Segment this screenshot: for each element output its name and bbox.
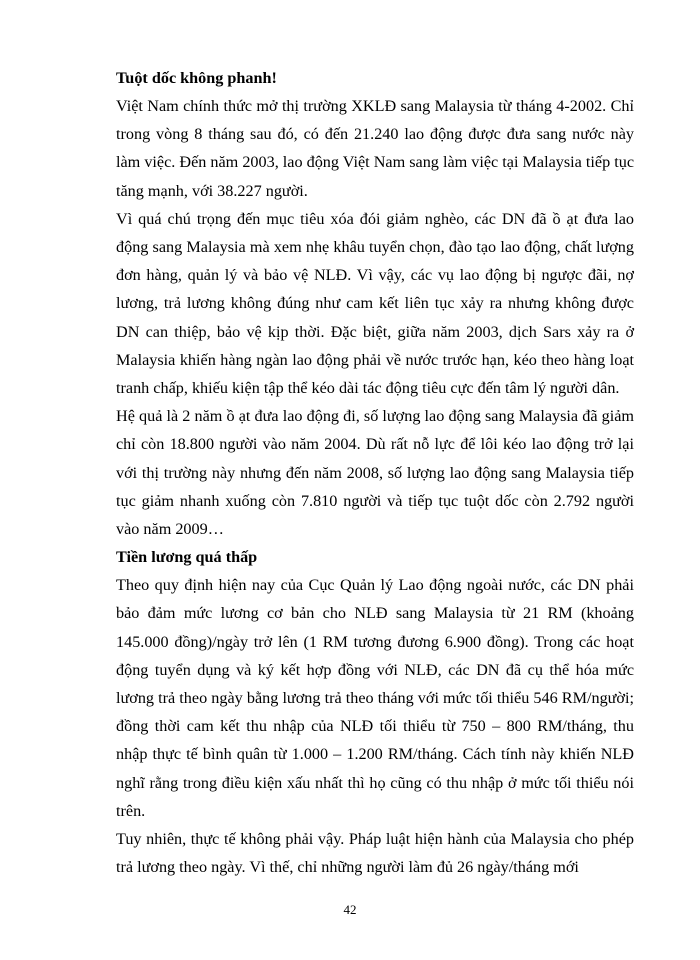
paragraph: Việt Nam chính thức mở thị trường XKLĐ sang Malaysia từ tháng 4-2002. Chỉ trong vòng 8 tháng sau đó, có đến 21.240 lao động được đưa sang nước này làm việc. Đến năm 2003, lao động Việt Nam sang làm việc tại Malaysia tiếp tục tăng mạnh, với 38.227 người. bbox=[116, 97, 634, 200]
paragraph: Theo quy định hiện nay của Cục Quản lý Lao động ngoài nước, các DN phải bảo đảm mức lương cơ bản cho NLĐ sang Malaysia từ 21 RM (khoảng 145.000 đồng)/ngày trở lên (1 RM tương đương 6.900 đồng). Trong các hoạt động tuyển dụng và ký kết hợp đồng với NLĐ, các DN đã cụ thể hóa mức lương trả theo ngày bằng lương trả theo tháng với mức tối thiểu 546 RM/người; đồng thời cam kết thu nhập của NLĐ tối thiểu từ 750 – 800 RM/tháng, thu nhập thực tế bình quân từ 1.000 – 1.200 RM/tháng. Cách tính này khiến NLĐ nghĩ rằng trong điều kiện xấu nhất thì họ cũng có thu nhập ở mức tối thiểu nói trên. bbox=[116, 576, 634, 820]
section-heading: Tiền lương quá thấp bbox=[116, 548, 258, 567]
paragraph: Vì quá chú trọng đến mục tiêu xóa đói giảm nghèo, các DN đã ồ ạt đưa lao động sang Malaysia mà xem nhẹ khâu tuyển chọn, đào tạo lao động, chất lượng đơn hàng, quản lý và bảo vệ NLĐ. Vì vậy, các vụ lao động bị ngược đãi, nợ lương, trả lương không đúng như cam kết liên tục xảy ra nhưng không được DN can thiệp, bảo vệ kịp thời. Đặc biệt, giữa năm 2003, dịch Sars xảy ra ở Malaysia khiến hàng ngàn lao động phải về nước trước hạn, kéo theo hàng loạt tranh chấp, khiếu kiện tập thể kéo dài tác động tiêu cực đến tâm lý người dân. bbox=[116, 209, 634, 398]
section-heading: Tuột dốc không phanh! bbox=[116, 69, 277, 87]
paragraph: Tuy nhiên, thực tế không phải vậy. Pháp luật hiện hành của Malaysia cho phép trả lương theo ngày. Vì thế, chỉ những người làm đủ 26 ngày/tháng mới bbox=[116, 830, 634, 877]
paragraph: Hệ quả là 2 năm ồ ạt đưa lao động đi, số lượng lao động sang Malaysia đã giảm chỉ còn 18.800 người vào năm 2004. Dù rất nỗ lực để lôi kéo lao động trở lại với thị trường này nhưng đến năm 2008, số lượng lao động sang Malaysia tiếp tục giảm nhanh xuống còn 7.810 người và tiếp tục tuột dốc còn 2.792 người vào năm 2009… bbox=[116, 407, 634, 539]
page-number: 42 bbox=[343, 902, 357, 917]
document-body bbox=[116, 64, 634, 881]
